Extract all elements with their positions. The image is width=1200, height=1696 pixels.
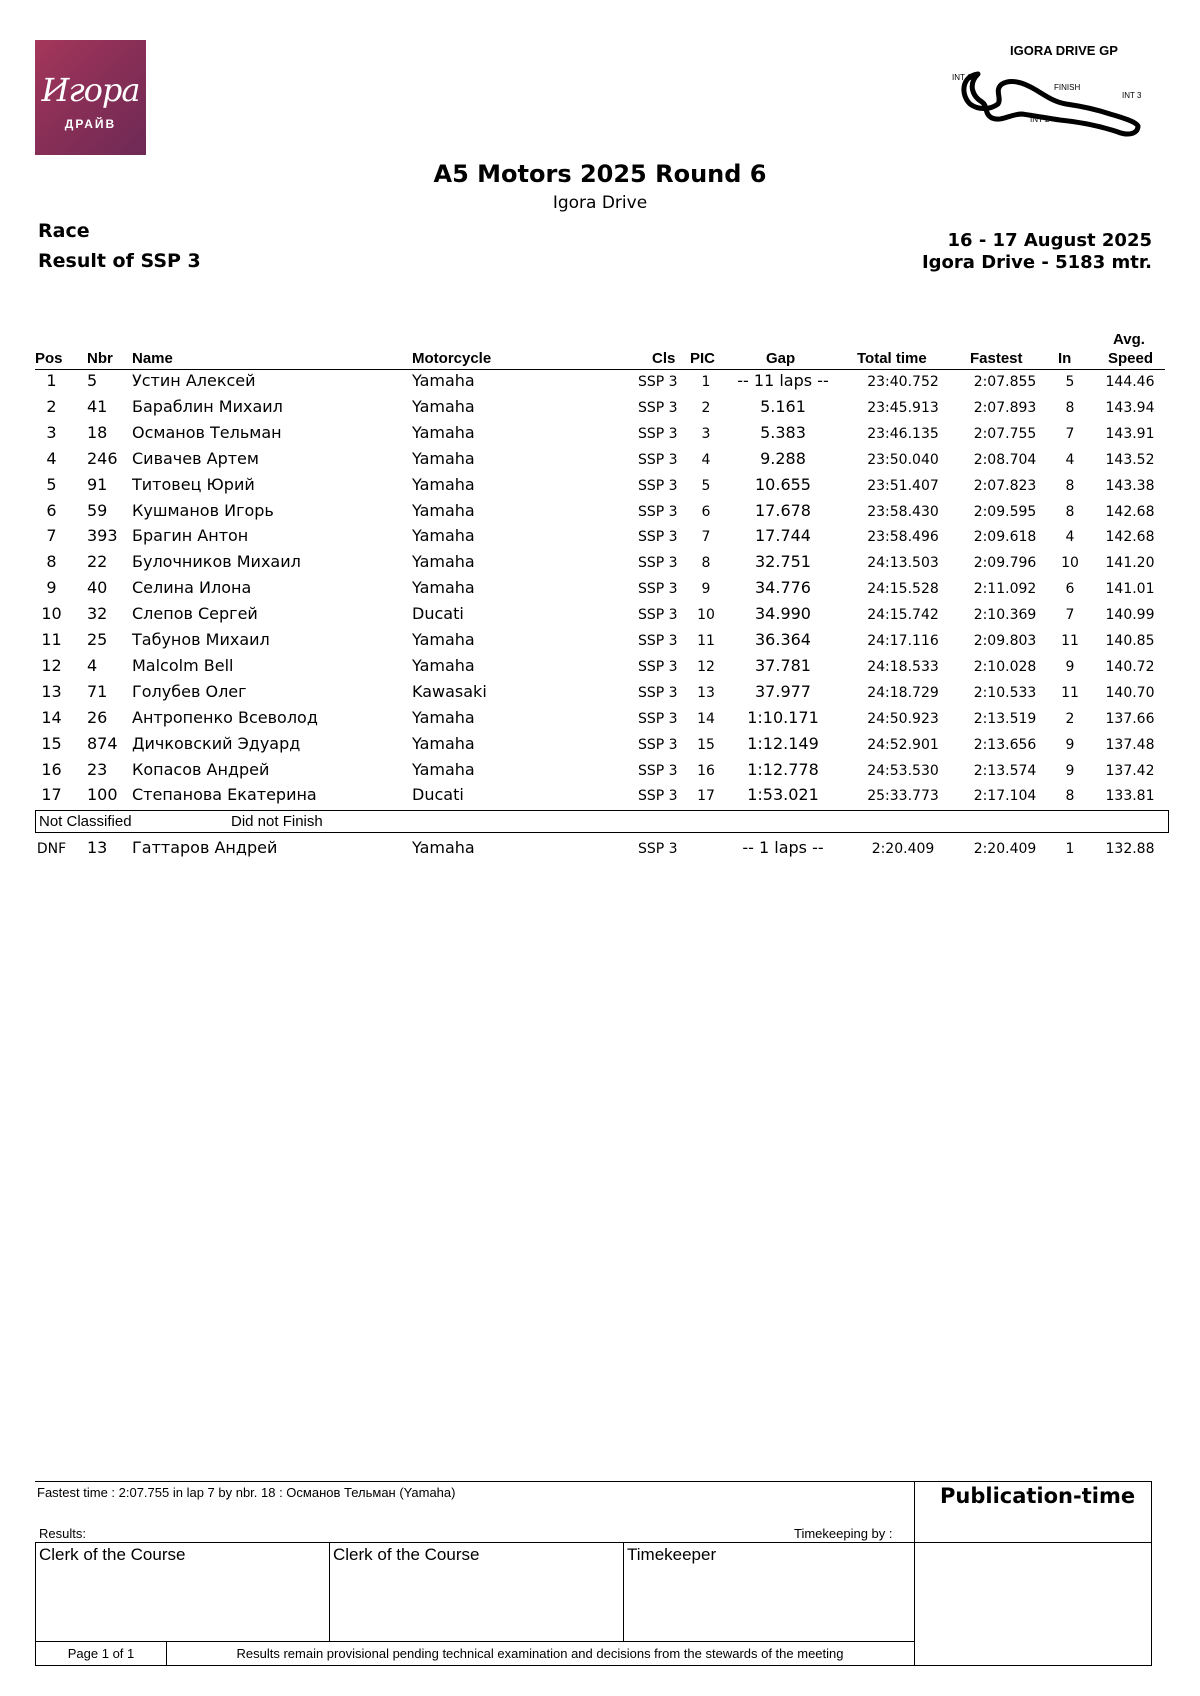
- cell-pic: 9: [701, 581, 711, 598]
- cell-in: 11: [1061, 684, 1079, 701]
- cell-cls: SSP 3: [638, 555, 678, 572]
- table-row: [0, 501, 1200, 527]
- cell-fastest: 2:07.823: [973, 477, 1037, 494]
- cell-moto: Yamaha: [412, 630, 475, 649]
- cell-speed: 140.85: [1105, 633, 1155, 649]
- table-row: [0, 449, 1200, 475]
- cell-speed: 140.70: [1105, 684, 1155, 701]
- dnf-row: [0, 838, 1200, 864]
- cell-gap: 5.383: [760, 422, 806, 442]
- page-number: Page 1 of 1: [36, 1642, 167, 1665]
- cell-speed: 143.91: [1105, 425, 1155, 442]
- col-avg: Avg.: [1113, 331, 1145, 348]
- cell-pos: 12: [41, 655, 62, 675]
- cell-cls: SSP 3: [638, 710, 678, 727]
- cell-name: Табунов Михаил: [132, 630, 270, 649]
- table-row: [0, 630, 1200, 656]
- cell-pos: 2: [46, 396, 57, 416]
- cell-cls: SSP 3: [638, 788, 678, 805]
- cell-pos: 16: [41, 759, 62, 779]
- cell-cls: SSP 3: [638, 477, 678, 494]
- cell-in: 4: [1065, 451, 1075, 468]
- col-pic: PIC: [690, 350, 716, 367]
- cell-speed: 140.72: [1105, 658, 1155, 675]
- cell-fastest: 2:07.855: [973, 374, 1037, 390]
- col-pos: Pos: [35, 350, 63, 367]
- cell-moto: Yamaha: [412, 474, 475, 494]
- not-classified-label: Not Classified: [39, 813, 132, 830]
- col-fastest: Fastest: [970, 350, 1023, 367]
- provisional-note: Results remain provisional pending technical examination and decisions from the stewards of the meeting: [236, 1646, 844, 1661]
- cell-name: Степанова Екатерина: [132, 785, 317, 805]
- cell-total: 23:45.913: [867, 399, 939, 416]
- cell-total: 24:52.901: [867, 736, 939, 753]
- cell-moto: Yamaha: [412, 733, 475, 753]
- cell-gap: 5.161: [760, 396, 806, 416]
- cell-speed: 140.99: [1105, 607, 1155, 624]
- publication-time-label: Publication-time: [940, 1484, 1136, 1508]
- cell-gap: 34.776: [755, 578, 811, 598]
- cell-in: 8: [1065, 503, 1075, 520]
- cell-moto: Ducati: [412, 785, 464, 805]
- cell-nbr: 100: [87, 785, 118, 805]
- cell-speed: 142.68: [1105, 529, 1155, 546]
- col-cls: Cls: [652, 350, 676, 367]
- cell-fastest: 2:10.533: [973, 684, 1037, 701]
- cell-total: 24:17.116: [867, 633, 939, 649]
- cell-fastest: 2:17.104: [973, 788, 1037, 805]
- cell-name: Malcolm Bell: [132, 655, 234, 675]
- cell-total: 2:20.409: [871, 841, 935, 857]
- cell-cls: SSP 3: [638, 658, 678, 675]
- cell-fastest: 2:10.369: [973, 607, 1037, 624]
- publication-box: [914, 1481, 1152, 1666]
- cell-speed: 133.81: [1105, 788, 1155, 805]
- cell-nbr: 393: [87, 526, 118, 546]
- cell-nbr: 4: [87, 655, 98, 675]
- table-row: [0, 785, 1200, 811]
- not-classified-bar: [35, 810, 1169, 833]
- cell-name: Сивачев Артем: [132, 448, 259, 468]
- cell-nbr: 23: [87, 759, 108, 779]
- cell-cls: SSP 3: [638, 684, 678, 701]
- cell-total: 23:50.040: [867, 451, 939, 468]
- event-subtitle: Igora Drive: [552, 193, 648, 213]
- cell-pic: 16: [697, 762, 715, 779]
- publication-separator: [914, 1542, 1152, 1543]
- table-row: [0, 760, 1200, 786]
- cell-in: 5: [1065, 374, 1075, 390]
- cell-pic: 13: [697, 684, 715, 701]
- col-in: In: [1058, 350, 1072, 367]
- cell-fastest: 2:13.656: [973, 736, 1037, 753]
- cell-pic: 7: [701, 529, 711, 546]
- cell-nbr: 71: [87, 681, 108, 701]
- cell-total: 23:40.752: [867, 374, 939, 390]
- table-row: [0, 682, 1200, 708]
- cell-total: 24:13.503: [867, 555, 939, 572]
- cell-moto: Ducati: [412, 604, 464, 624]
- cell-nbr: 874: [87, 733, 118, 753]
- cell-moto: Yamaha: [412, 838, 475, 857]
- cell-in: 9: [1065, 658, 1075, 675]
- cell-pos: 5: [46, 474, 57, 494]
- cell-gap: 1:53.021: [747, 785, 819, 805]
- timekeeping-label: Timekeeping by :: [794, 1526, 893, 1541]
- cell-gap: 34.990: [755, 604, 811, 624]
- cell-speed: 143.38: [1105, 477, 1155, 494]
- cell-fastest: 2:07.755: [973, 425, 1037, 442]
- table-row: [0, 371, 1200, 397]
- cell-moto: Kawasaki: [412, 681, 487, 701]
- cell-fastest: 2:20.409: [973, 841, 1037, 857]
- cell-gap: 9.288: [760, 448, 806, 468]
- cell-name: Булочников Михаил: [132, 552, 301, 572]
- cell-total: 23:51.407: [867, 477, 939, 494]
- cell-in: 8: [1065, 788, 1075, 805]
- cell-fastest: 2:09.803: [973, 633, 1037, 649]
- cell-total: 25:33.773: [867, 788, 939, 805]
- cell-pic: 14: [697, 710, 715, 727]
- table-row: [0, 475, 1200, 501]
- signature-box: [35, 1542, 915, 1666]
- cell-nbr: 41: [87, 396, 108, 416]
- cell-gap: -- 11 laps --: [737, 371, 829, 390]
- cell-pic: 5: [701, 477, 711, 494]
- cell-name: Дичковский Эдуард: [132, 733, 301, 753]
- cell-in: 4: [1065, 529, 1075, 546]
- cell-total: 24:15.528: [867, 581, 939, 598]
- cell-name: Копасов Андрей: [132, 759, 270, 779]
- cell-nbr: 40: [87, 578, 108, 598]
- cell-name: Устин Алексей: [132, 371, 256, 390]
- cell-cls: SSP 3: [638, 529, 678, 546]
- cell-total: 23:46.135: [867, 425, 939, 442]
- cell-moto: Yamaha: [412, 371, 475, 390]
- table-row: [0, 397, 1200, 423]
- signature-clerk-1: Clerk of the Course: [36, 1543, 330, 1641]
- cell-speed: 132.88: [1105, 841, 1155, 857]
- cell-in: 9: [1065, 762, 1075, 779]
- result-of-label: Result of SSP 3: [38, 250, 201, 272]
- cell-fastest: 2:11.092: [973, 581, 1037, 598]
- table-row: [0, 578, 1200, 604]
- cell-moto: Yamaha: [412, 655, 475, 675]
- cell-cls: SSP 3: [638, 633, 678, 649]
- track-map-icon: [950, 66, 1150, 140]
- cell-total: 23:58.496: [867, 529, 939, 546]
- cell-name: Голубев Олег: [132, 681, 247, 701]
- cell-gap: 37.781: [755, 655, 811, 675]
- cell-name: Антропенко Всеволод: [132, 707, 318, 727]
- cell-in: 6: [1065, 581, 1075, 598]
- signature-clerk-2: Clerk of the Course: [330, 1543, 624, 1641]
- cell-cls: SSP 3: [638, 841, 678, 857]
- cell-gap: 17.678: [755, 500, 811, 520]
- table-row: [0, 708, 1200, 734]
- igora-logo: [35, 40, 146, 155]
- venue-length: Igora Drive - 5183 mtr.: [921, 252, 1152, 273]
- cell-fastest: 2:09.796: [973, 555, 1037, 572]
- cell-gap: 10.655: [755, 474, 811, 494]
- cell-speed: 143.94: [1105, 399, 1155, 416]
- session-label: Race: [38, 220, 90, 242]
- cell-pic: 12: [697, 658, 715, 675]
- cell-pos: 10: [41, 604, 62, 624]
- logo-sub-text: ДРАЙВ: [64, 116, 117, 131]
- cell-pos: 9: [46, 578, 57, 598]
- cell-total: 24:53.530: [867, 762, 939, 779]
- cell-pos: 8: [46, 552, 57, 572]
- cell-gap: 17.744: [755, 526, 811, 546]
- cell-pos: 7: [46, 526, 57, 546]
- cell-speed: 143.52: [1105, 451, 1155, 468]
- track-int1-label: INT 1: [952, 73, 972, 82]
- table-row: [0, 604, 1200, 630]
- cell-moto: Yamaha: [412, 526, 475, 546]
- cell-nbr: 246: [87, 448, 118, 468]
- track-finish-label: FINISH: [1054, 83, 1081, 92]
- cell-pos: 14: [41, 707, 62, 727]
- col-speed: Speed: [1108, 350, 1154, 367]
- cell-pos: 17: [41, 785, 62, 805]
- cell-in: 8: [1065, 477, 1075, 494]
- cell-cls: SSP 3: [638, 581, 678, 598]
- cell-speed: 141.01: [1105, 581, 1155, 598]
- cell-moto: Yamaha: [412, 422, 475, 442]
- cell-pos: 4: [46, 448, 57, 468]
- cell-cls: SSP 3: [638, 425, 678, 442]
- cell-speed: 141.20: [1105, 555, 1155, 572]
- cell-nbr: 91: [87, 474, 108, 494]
- cell-pos: 13: [41, 681, 62, 701]
- cell-moto: Yamaha: [412, 759, 475, 779]
- cell-speed: 137.66: [1105, 710, 1155, 727]
- cell-nbr: 5: [87, 371, 98, 390]
- cell-in: 1: [1065, 841, 1075, 857]
- cell-gap: -- 1 laps --: [742, 838, 824, 857]
- cell-name: Слепов Сергей: [132, 604, 258, 624]
- cell-total: 24:15.742: [867, 607, 939, 624]
- cell-pos: 1: [46, 371, 57, 390]
- table-row: [0, 734, 1200, 760]
- cell-speed: 137.42: [1105, 762, 1155, 779]
- cell-cls: SSP 3: [638, 762, 678, 779]
- signature-timekeeper: Timekeeper: [627, 1545, 717, 1564]
- col-motorcycle: Motorcycle: [412, 350, 492, 367]
- cell-fastest: 2:09.595: [973, 503, 1037, 520]
- header-rule: [35, 369, 1165, 370]
- event-dates: 16 - 17 August 2025: [947, 230, 1152, 251]
- cell-name: Селина Илона: [132, 578, 252, 598]
- cell-pic: 17: [697, 788, 715, 805]
- did-not-finish-label: Did not Finish: [231, 813, 323, 830]
- cell-in: 7: [1065, 425, 1075, 442]
- cell-total: 24:18.729: [867, 684, 939, 701]
- cell-cls: SSP 3: [638, 736, 678, 753]
- results-label: Results:: [39, 1526, 86, 1541]
- cell-pos: 6: [46, 500, 57, 520]
- cell-pic: 8: [701, 555, 711, 572]
- cell-fastest: 2:07.893: [973, 399, 1037, 416]
- cell-moto: Yamaha: [412, 707, 475, 727]
- cell-moto: Yamaha: [412, 578, 475, 598]
- cell-total: 24:50.923: [867, 710, 939, 727]
- table-row: [0, 656, 1200, 682]
- cell-cls: SSP 3: [638, 374, 678, 390]
- cell-pic: 10: [697, 607, 715, 624]
- table-row: [0, 526, 1200, 552]
- cell-pos: 3: [46, 422, 57, 442]
- cell-speed: 142.68: [1105, 503, 1155, 520]
- cell-name: Османов Тельман: [132, 422, 282, 442]
- cell-fastest: 2:13.519: [973, 710, 1037, 727]
- cell-name: Кушманов Игорь: [132, 500, 274, 520]
- cell-total: 24:18.533: [867, 658, 939, 675]
- cell-nbr: 25: [87, 630, 108, 649]
- cell-in: 2: [1065, 710, 1075, 727]
- cell-moto: Yamaha: [412, 552, 475, 572]
- cell-pos: DNF: [36, 841, 67, 857]
- cell-fastest: 2:08.704: [973, 451, 1037, 468]
- track-title: IGORA DRIVE GP: [1010, 43, 1118, 58]
- cell-moto: Yamaha: [412, 396, 475, 416]
- cell-pic: 6: [701, 503, 711, 520]
- cell-gap: 1:12.149: [747, 733, 819, 753]
- fastest-time-note: Fastest time : 2:07.755 in lap 7 by nbr. 18 : Османов Тельман (Yamaha): [37, 1485, 456, 1500]
- cell-moto: Yamaha: [412, 500, 475, 520]
- cell-pic: 11: [697, 633, 715, 649]
- cell-name: Титовец Юрий: [132, 474, 255, 494]
- col-total-time: Total time: [857, 350, 927, 367]
- col-name: Name: [132, 350, 173, 367]
- table-row: [0, 552, 1200, 578]
- cell-pos: 11: [41, 630, 62, 649]
- cell-name: Гаттаров Андрей: [132, 838, 278, 857]
- col-gap: Gap: [766, 350, 796, 367]
- cell-in: 10: [1061, 555, 1079, 572]
- col-nbr: Nbr: [87, 350, 113, 367]
- cell-gap: 1:12.778: [747, 759, 819, 779]
- table-row: [0, 423, 1200, 449]
- cell-speed: 137.48: [1105, 736, 1155, 753]
- cell-gap: 32.751: [755, 552, 811, 572]
- cell-gap: 37.977: [755, 681, 811, 701]
- cell-pic: 1: [701, 374, 711, 390]
- cell-in: 11: [1061, 633, 1079, 649]
- logo-script-text: Игора: [41, 70, 140, 109]
- cell-cls: SSP 3: [638, 399, 678, 416]
- cell-pos: 15: [41, 733, 62, 753]
- cell-fastest: 2:10.028: [973, 658, 1037, 675]
- cell-nbr: 13: [87, 838, 108, 857]
- event-title: A5 Motors 2025 Round 6: [433, 160, 767, 188]
- cell-fastest: 2:13.574: [973, 762, 1037, 779]
- cell-name: Бараблин Михаил: [132, 396, 283, 416]
- cell-gap: 1:10.171: [747, 707, 819, 727]
- cell-pic: 15: [697, 736, 715, 753]
- cell-pic: 4: [701, 451, 711, 468]
- cell-moto: Yamaha: [412, 448, 475, 468]
- cell-cls: SSP 3: [638, 451, 678, 468]
- cell-gap: 36.364: [755, 630, 811, 649]
- cell-name: Брагин Антон: [132, 526, 249, 546]
- footer-bottom-bar: [36, 1641, 914, 1665]
- cell-pic: 2: [701, 399, 711, 416]
- cell-fastest: 2:09.618: [973, 529, 1037, 546]
- cell-speed: 144.46: [1105, 374, 1155, 390]
- cell-nbr: 22: [87, 552, 108, 572]
- cell-nbr: 26: [87, 707, 108, 727]
- cell-nbr: 18: [87, 422, 108, 442]
- cell-cls: SSP 3: [638, 607, 678, 624]
- cell-pic: 3: [701, 425, 711, 442]
- cell-in: 9: [1065, 736, 1075, 753]
- track-int2-label: INT 2: [1030, 115, 1050, 124]
- cell-cls: SSP 3: [638, 503, 678, 520]
- cell-in: 8: [1065, 399, 1075, 416]
- cell-total: 23:58.430: [867, 503, 939, 520]
- cell-nbr: 59: [87, 500, 108, 520]
- cell-nbr: 32: [87, 604, 108, 624]
- track-int3-label: INT 3: [1122, 91, 1142, 100]
- cell-in: 7: [1065, 607, 1075, 624]
